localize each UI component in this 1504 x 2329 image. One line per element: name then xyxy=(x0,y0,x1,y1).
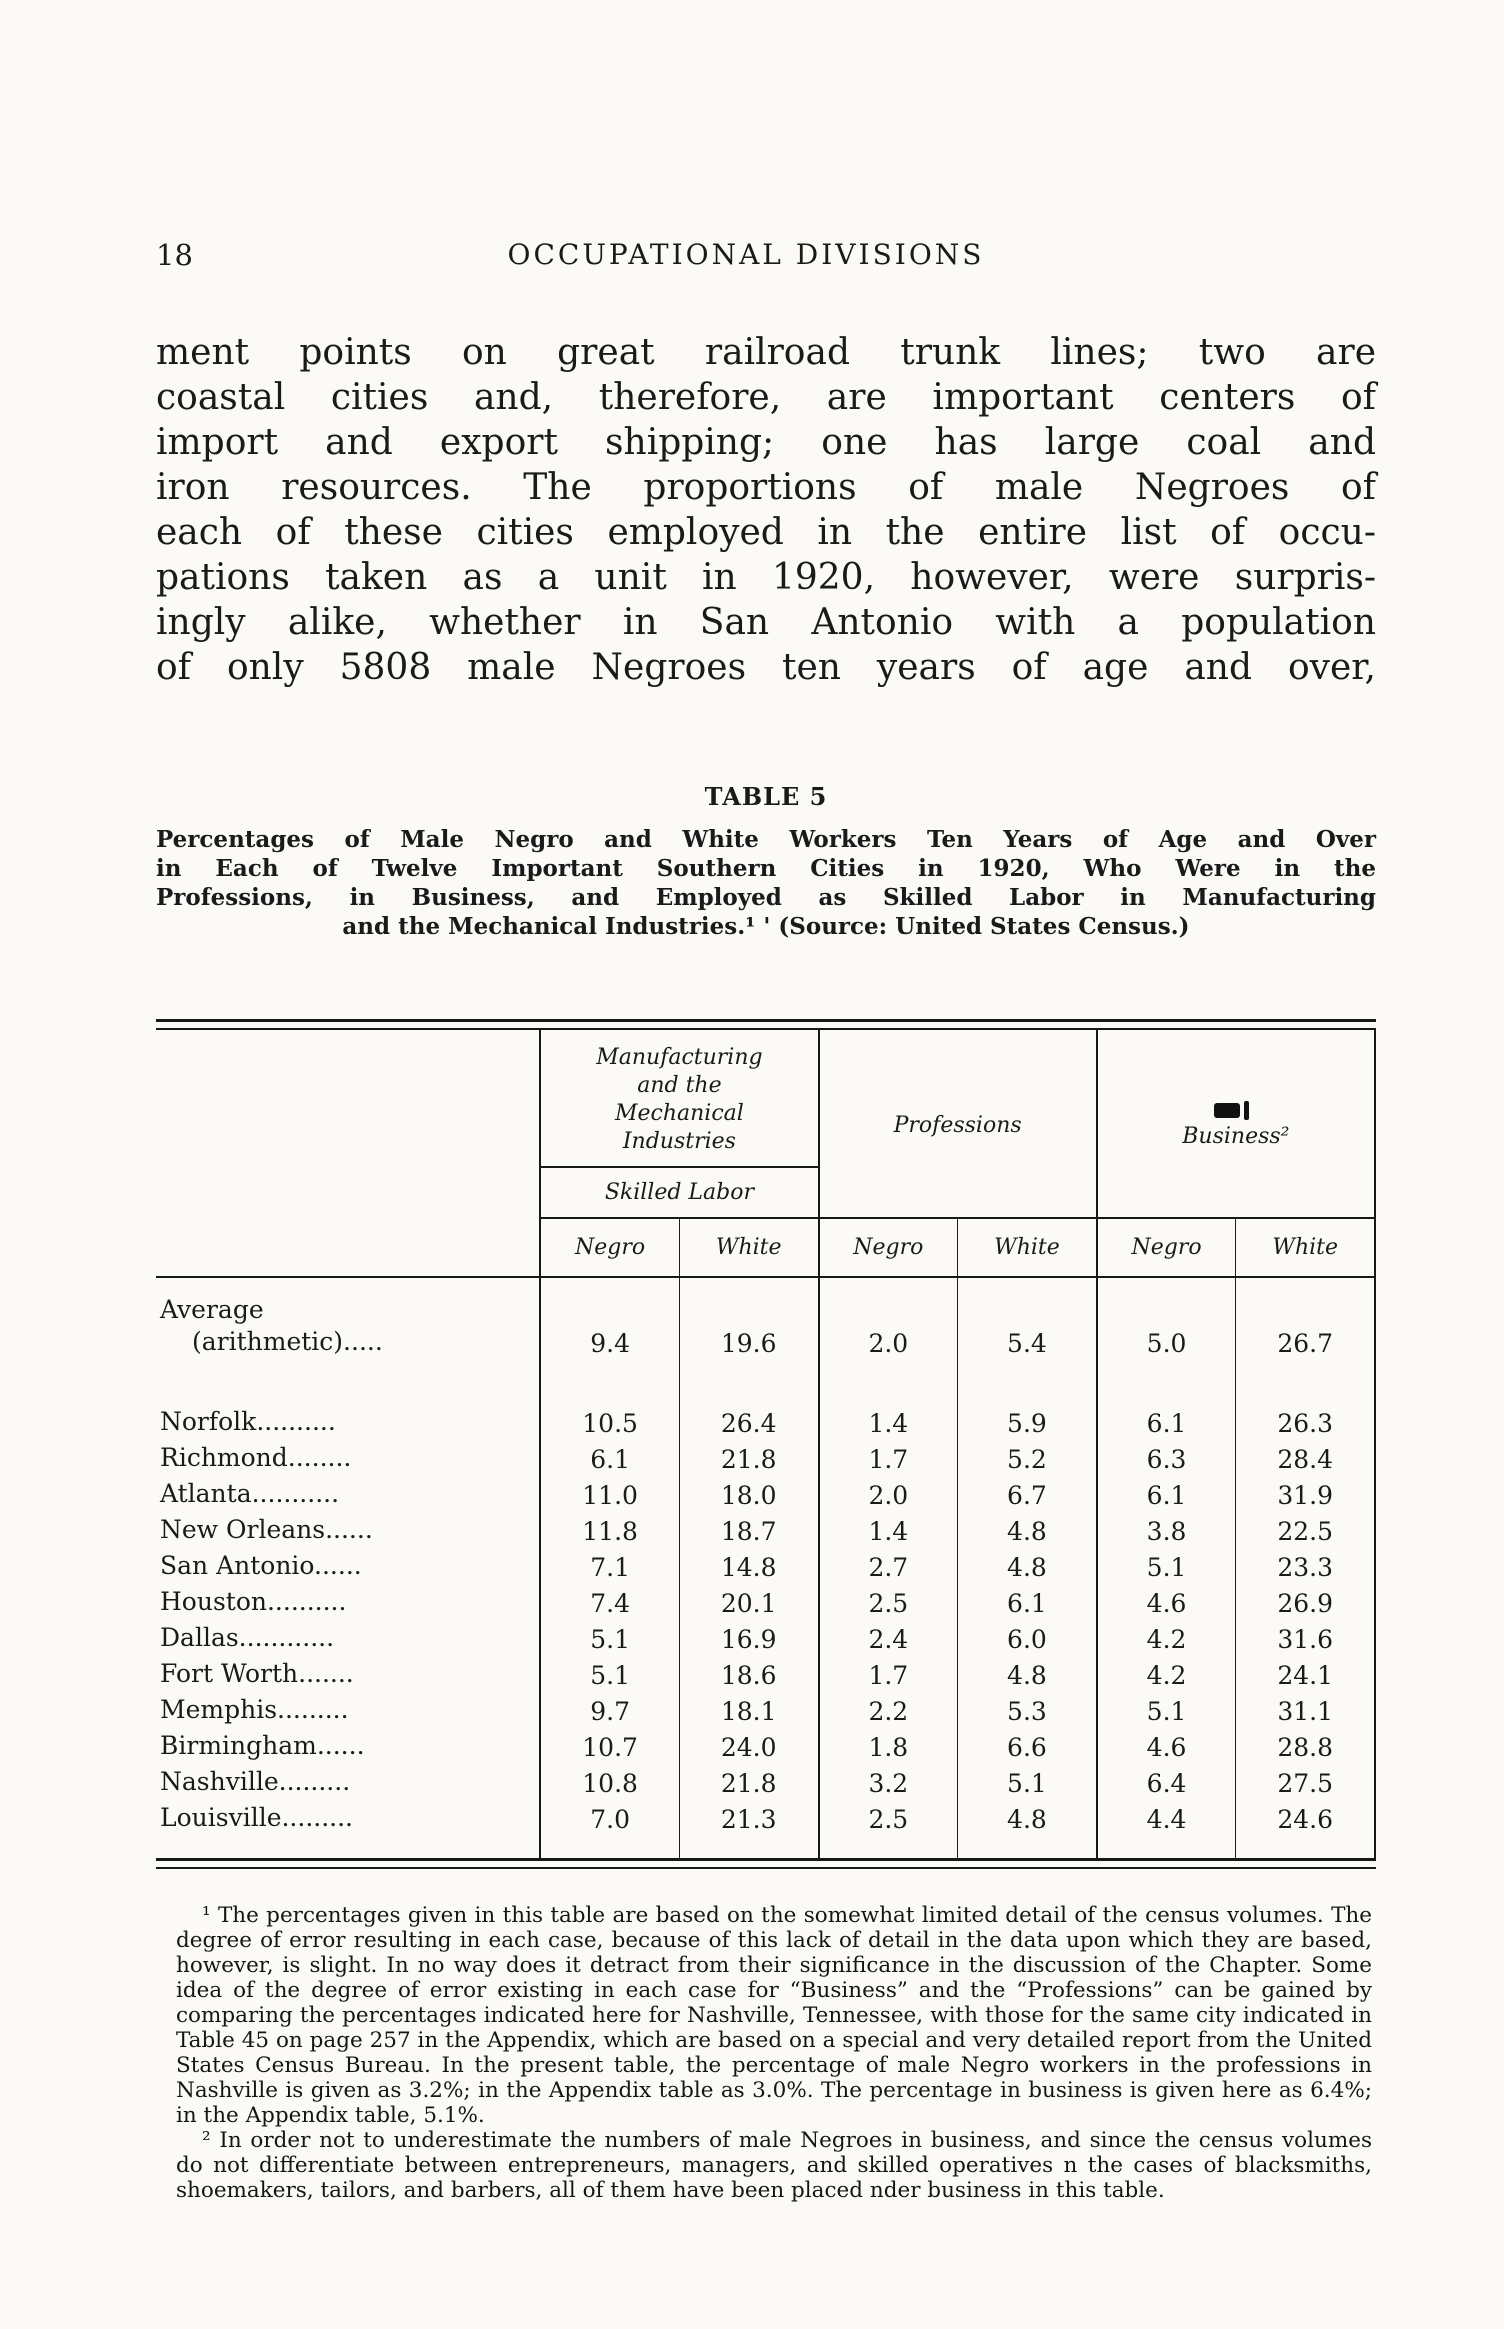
table-cell: 6.1 xyxy=(540,1440,679,1476)
row-label: Fort Worth....... xyxy=(160,1659,354,1688)
table-cell: 1.7 xyxy=(819,1656,958,1692)
table-row xyxy=(156,1764,1375,1800)
table-cell: 16.9 xyxy=(679,1620,818,1656)
table-row xyxy=(156,1620,1375,1656)
row-label: Houston.......... xyxy=(160,1587,347,1616)
column-header: White xyxy=(679,1218,818,1277)
table-top-rule xyxy=(156,1019,1376,1030)
body-line: iron resources. The proportions of male Negroes of xyxy=(156,467,1376,508)
statistics-table xyxy=(156,1030,1376,1858)
table-cell: 24.1 xyxy=(1236,1656,1375,1692)
table-cell: 1.4 xyxy=(819,1392,958,1440)
column-header: White xyxy=(1236,1218,1375,1277)
table-cell: 26.3 xyxy=(1236,1392,1375,1440)
table-cell: 18.7 xyxy=(679,1512,818,1548)
row-label: Norfolk.......... xyxy=(160,1407,336,1436)
footnote-1: ¹ The percentages given in this table are based on the somewhat limited detail of the census volumes. The degree of error resulting in each case, because of this lack of detail in the data upon which they are based, however, is slight. In no way does it detract from their significance in the discussion of the Chapter. Some idea of the degree of error existing in each case for “Business” and the “Professions” can be gained by comparing the percentages indicated here for Nashville, Tennessee, with those for the same city indicated in Table 45 on page 257 in the Appendix, which are based on a special and very detailed report from the United States Census Bureau. In the present table, the percentage of male Negro workers in the professions in Nashville is given as 3.2%; in the Appendix table as 3.0%. The percentage in business is given here as 6.4%; in the Appendix table, 5.1%. xyxy=(176,1903,1372,2128)
table-cell: 7.4 xyxy=(540,1584,679,1620)
table-cell: 11.0 xyxy=(540,1476,679,1512)
table-cell: 28.8 xyxy=(1236,1728,1375,1764)
table-cell: 4.8 xyxy=(958,1548,1097,1584)
body-line: coastal cities and, therefore, are important centers of xyxy=(156,377,1376,418)
table-cell: 9.4 xyxy=(540,1277,679,1392)
table-cell: 4.8 xyxy=(958,1656,1097,1692)
table-row xyxy=(156,1548,1375,1584)
table-cell: 18.0 xyxy=(679,1476,818,1512)
table-cell: 5.1 xyxy=(958,1764,1097,1800)
row-label: New Orleans...... xyxy=(160,1515,373,1544)
table-cell: 5.0 xyxy=(1097,1277,1236,1392)
table-row xyxy=(156,1800,1375,1858)
table-cell: 4.2 xyxy=(1097,1620,1236,1656)
caption-line: in Each of Twelve Important Southern Cities in 1920, Who Were in the xyxy=(156,855,1376,882)
table-cell: 4.6 xyxy=(1097,1584,1236,1620)
table-cell: 2.0 xyxy=(819,1476,958,1512)
caption-line: Professions, in Business, and Employed as Skilled Labor in Manufacturing xyxy=(156,884,1376,911)
table-cell: 20.1 xyxy=(679,1584,818,1620)
body-line: each of these cities employed in the entire list of occu- xyxy=(156,512,1376,553)
table-cell: 6.1 xyxy=(1097,1476,1236,1512)
table-cell: 4.6 xyxy=(1097,1728,1236,1764)
body-line: of only 5808 male Negroes ten years of age and over, xyxy=(156,647,1376,688)
table-cell: 1.4 xyxy=(819,1512,958,1548)
running-head xyxy=(156,238,1376,278)
column-header: Negro xyxy=(1097,1218,1236,1277)
table-cell: 10.8 xyxy=(540,1764,679,1800)
table-cell: 22.5 xyxy=(1236,1512,1375,1548)
table-cell: 6.6 xyxy=(958,1728,1097,1764)
table-cell: 26.4 xyxy=(679,1392,818,1440)
table-cell: 2.0 xyxy=(819,1277,958,1392)
table-cell: 6.0 xyxy=(958,1620,1097,1656)
body-paragraph xyxy=(156,330,1376,690)
table-cell: 4.8 xyxy=(958,1512,1097,1548)
stub-header-blank xyxy=(156,1218,540,1277)
table-cell: 4.8 xyxy=(958,1800,1097,1858)
table-cell: 23.3 xyxy=(1236,1548,1375,1584)
caption-line: and the Mechanical Industries.¹ ' (Source: United States Census.) xyxy=(342,913,1190,940)
table-cell: 2.2 xyxy=(819,1692,958,1728)
table-cell: 5.1 xyxy=(540,1656,679,1692)
table-cell: 5.1 xyxy=(540,1620,679,1656)
table-caption xyxy=(156,825,1376,941)
table-cell: 2.5 xyxy=(819,1584,958,1620)
table-cell: 7.1 xyxy=(540,1548,679,1584)
table-cell: 4.4 xyxy=(1097,1800,1236,1858)
table-cell: 5.2 xyxy=(958,1440,1097,1476)
table-cell: 1.7 xyxy=(819,1440,958,1476)
row-label: Dallas............ xyxy=(160,1623,335,1652)
body-line: import and export shipping; one has large coal and xyxy=(156,422,1376,463)
table-cell: 6.4 xyxy=(1097,1764,1236,1800)
table-row xyxy=(156,1728,1375,1764)
footnotes xyxy=(156,1903,1376,2203)
column-header: Negro xyxy=(540,1218,679,1277)
table-cell: 1.8 xyxy=(819,1728,958,1764)
caption-line: Percentages of Male Negro and White Workers Ten Years of Age and Over xyxy=(156,826,1376,853)
body-line: ment points on great railroad trunk lines; two are xyxy=(156,332,1376,373)
table-cell: 21.3 xyxy=(679,1800,818,1858)
row-label: Atlanta........... xyxy=(160,1479,340,1508)
table-cell: 5.1 xyxy=(1097,1548,1236,1584)
table-cell: 7.0 xyxy=(540,1800,679,1858)
table-cell: 18.1 xyxy=(679,1692,818,1728)
table-cell: 31.1 xyxy=(1236,1692,1375,1728)
table-cell: 28.4 xyxy=(1236,1440,1375,1476)
row-label: Nashville......... xyxy=(160,1767,351,1796)
group-header-row xyxy=(156,1030,1375,1167)
column-header: White xyxy=(958,1218,1097,1277)
table-row xyxy=(156,1512,1375,1548)
column-header: Negro xyxy=(819,1218,958,1277)
table-row xyxy=(156,1277,1375,1392)
group-header-manufacturing: Manufacturing and the Mechanical Industries xyxy=(540,1030,818,1167)
table-cell: 9.7 xyxy=(540,1692,679,1728)
row-label: Birmingham...... xyxy=(160,1731,365,1760)
table-heading: TABLE 5 xyxy=(704,782,828,811)
table-cell: 21.8 xyxy=(679,1764,818,1800)
table-row xyxy=(156,1440,1375,1476)
table-cell: 2.4 xyxy=(819,1620,958,1656)
row-label: San Antonio...... xyxy=(160,1551,362,1580)
table-cell: 2.7 xyxy=(819,1548,958,1584)
table-cell: 24.0 xyxy=(679,1728,818,1764)
table-cell: 31.6 xyxy=(1236,1620,1375,1656)
table-cell: 11.8 xyxy=(540,1512,679,1548)
table-cell: 24.6 xyxy=(1236,1800,1375,1858)
sub-header-skilled-labor: Skilled Labor xyxy=(540,1167,818,1218)
table-cell: 5.1 xyxy=(1097,1692,1236,1728)
table-cell: 5.3 xyxy=(958,1692,1097,1728)
table-row xyxy=(156,1656,1375,1692)
table-cell: 26.9 xyxy=(1236,1584,1375,1620)
body-line: ingly alike, whether in San Antonio with a population xyxy=(156,602,1376,643)
body-line: pations taken as a unit in 1920, however, were surpris- xyxy=(156,557,1376,598)
table-row xyxy=(156,1584,1375,1620)
table-cell: 14.8 xyxy=(679,1548,818,1584)
row-label: Louisville......... xyxy=(160,1803,354,1832)
row-label: Memphis......... xyxy=(160,1695,349,1724)
table-row xyxy=(156,1476,1375,1512)
table-cell: 6.7 xyxy=(958,1476,1097,1512)
table-body xyxy=(156,1277,1375,1858)
table-cell: 5.4 xyxy=(958,1277,1097,1392)
row-label: Richmond........ xyxy=(160,1443,352,1472)
row-label: Average (arithmetic)..... xyxy=(160,1295,383,1356)
table-cell: 10.7 xyxy=(540,1728,679,1764)
table-cell: 5.9 xyxy=(958,1392,1097,1440)
ink-blot-artifact xyxy=(1102,1101,1370,1121)
table-row xyxy=(156,1392,1375,1440)
table-cell: 21.8 xyxy=(679,1440,818,1476)
table-cell: 3.8 xyxy=(1097,1512,1236,1548)
column-header-row xyxy=(156,1218,1375,1277)
table-cell: 6.1 xyxy=(958,1584,1097,1620)
page-number: 18 xyxy=(156,238,193,272)
footnote-2: ² In order not to underestimate the numbers of male Negroes in business, and since the census volumes do not differentiate between entrepreneurs, managers, and skilled operatives n the cases of blacksmiths, shoemakers, tailors, and barbers, all of them have been placed nder business in this table. xyxy=(176,2128,1372,2203)
table-cell: 4.2 xyxy=(1097,1656,1236,1692)
table-row xyxy=(156,1692,1375,1728)
table-cell: 2.5 xyxy=(819,1800,958,1858)
table-cell: 10.5 xyxy=(540,1392,679,1440)
table-cell: 3.2 xyxy=(819,1764,958,1800)
data-table xyxy=(156,1019,1376,1869)
table-cell: 26.7 xyxy=(1236,1277,1375,1392)
group-header-business: Business² xyxy=(1097,1030,1375,1218)
table-cell: 27.5 xyxy=(1236,1764,1375,1800)
table-cell: 19.6 xyxy=(679,1277,818,1392)
table-cell: 18.6 xyxy=(679,1656,818,1692)
table-cell: 6.1 xyxy=(1097,1392,1236,1440)
table-cell: 6.3 xyxy=(1097,1440,1236,1476)
table-cell: 31.9 xyxy=(1236,1476,1375,1512)
group-header-professions: Professions xyxy=(819,1030,1097,1218)
table-bottom-rule xyxy=(156,1858,1376,1869)
stub-header-blank xyxy=(156,1030,540,1218)
running-title: OCCUPATIONAL DIVISIONS xyxy=(507,238,985,271)
